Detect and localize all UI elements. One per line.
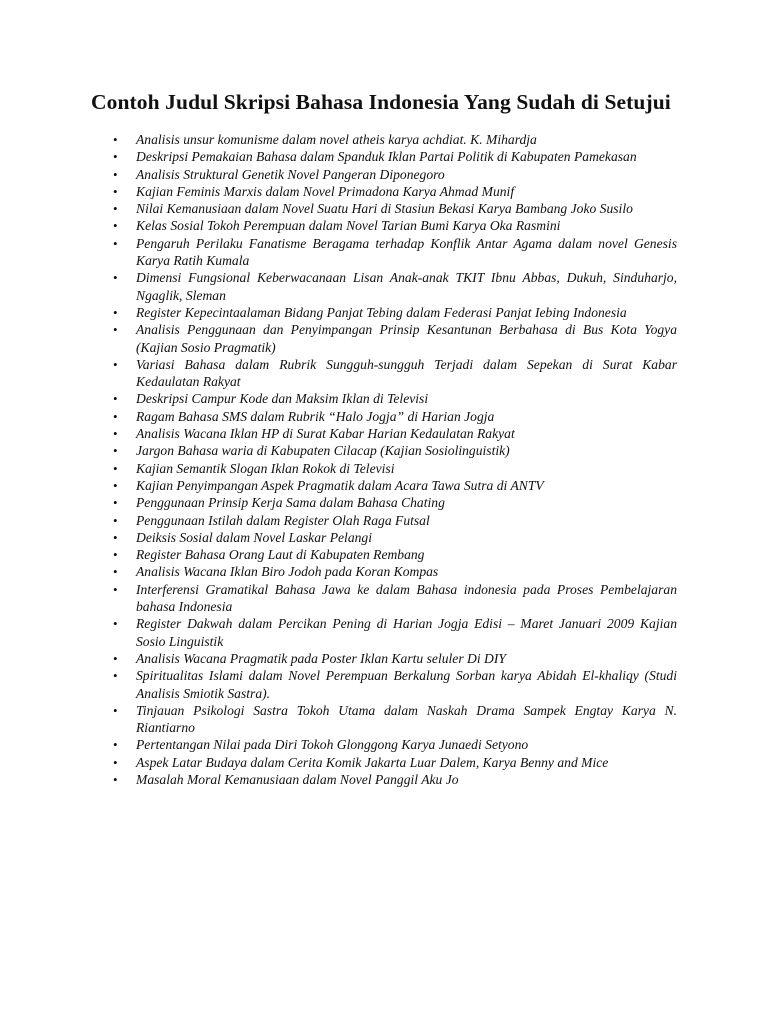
list-item: [91, 529, 677, 546]
bullet-icon: •: [113, 304, 118, 320]
list-item: [91, 131, 677, 148]
list-item-text: Kajian Penyimpangan Aspek Pragmatik dalam Acara Tawa Sutra di ANTV: [136, 477, 544, 493]
bullet-icon: •: [113, 149, 118, 165]
list-item: [91, 736, 677, 753]
bullet-icon: •: [113, 235, 118, 251]
list-item: [91, 702, 677, 737]
list-item-text: Analisis Wacana Iklan Biro Jodoh pada Koran Kompas: [136, 564, 439, 580]
list-item-text: Analisis Wacana Pragmatik pada Poster Iklan Kartu seluler Di DIY: [136, 650, 506, 666]
bullet-icon: •: [113, 564, 118, 580]
document-title: Contoh Judul Skripsi Bahasa Indonesia Yang Sudah di Setujui: [91, 90, 671, 114]
bullet-icon: •: [113, 201, 118, 217]
list-item: [91, 390, 677, 407]
list-item: [91, 615, 677, 650]
list-item: [91, 460, 677, 477]
bullet-icon: •: [113, 512, 118, 528]
document-page: [91, 88, 677, 788]
bullet-icon: •: [113, 443, 118, 459]
list-item-text: Register Bahasa Orang Laut di Kabupaten Rembang: [136, 547, 425, 563]
bullet-icon: •: [113, 529, 118, 545]
bullet-icon: •: [113, 218, 118, 234]
list-item-text: Deiksis Sosial dalam Novel Laskar Pelangi: [136, 529, 372, 545]
bullet-icon: •: [113, 408, 118, 424]
bullet-icon: •: [113, 270, 118, 286]
bullet-icon: •: [113, 702, 118, 718]
list-item: [91, 200, 677, 217]
list-item-text: Variasi Bahasa dalam Rubrik Sungguh-sungguh Terjadi dalam Sepekan di Surat Kabar Kedaulatan Rakyat: [136, 356, 677, 390]
list-item: [91, 477, 677, 494]
bullet-icon: •: [113, 771, 118, 787]
list-item-text: Analisis Wacana Iklan HP di Surat Kabar Harian Kedaulatan Rakyat: [136, 426, 515, 442]
list-item: [91, 754, 677, 771]
bullet-icon: •: [113, 183, 118, 199]
list-item-text: Pertentangan Nilai pada Diri Tokoh Glonggong Karya Junaedi Setyono: [136, 737, 529, 753]
bullet-icon: •: [113, 477, 118, 493]
bullet-icon: •: [113, 754, 118, 770]
list-item: [91, 771, 677, 788]
list-item: [91, 512, 677, 529]
list-item: [91, 667, 677, 702]
list-item-text: Masalah Moral Kemanusiaan dalam Novel Panggil Aku Jo: [136, 771, 459, 787]
list-item: [91, 581, 677, 616]
list-item: [91, 356, 677, 391]
list-item-text: Kelas Sosial Tokoh Perempuan dalam Novel Tarian Bumi Karya Oka Rasmini: [136, 218, 561, 234]
bullet-icon: •: [113, 322, 118, 338]
list-item: [91, 269, 677, 304]
bullet-icon: •: [113, 426, 118, 442]
bullet-icon: •: [113, 581, 118, 597]
bullet-icon: •: [113, 737, 118, 753]
list-item: [91, 546, 677, 563]
list-item: [91, 183, 677, 200]
list-item: [91, 321, 677, 356]
list-item-text: Kajian Feminis Marxis dalam Novel Primadona Karya Ahmad Munif: [136, 183, 515, 199]
list-item-text: Nilai Kemanusiaan dalam Novel Suatu Hari di Stasiun Bekasi Karya Bambang Joko Susilo: [136, 201, 633, 217]
list-item: [91, 235, 677, 270]
list-item-text: Spiritualitas Islami dalam Novel Perempuan Berkalung Sorban karya Abidah El-khaliqy (Studi Analisis Smiotik Sastra).: [136, 668, 677, 701]
bullet-icon: •: [113, 547, 118, 563]
list-item: [91, 563, 677, 580]
list-item-text: Dimensi Fungsional Keberwacanaan Lisan Anak-anak TKIT Ibnu Abbas, Dukuh, Sinduharjo, Ngaglik, Sleman: [136, 270, 677, 303]
list-item-text: Tinjauan Psikologi Sastra Tokoh Utama dalam Naskah Drama Sampek Engtay Karya N. Riantiarno: [136, 702, 677, 736]
bullet-icon: •: [113, 166, 118, 182]
list-item-text: Analisis Struktural Genetik Novel Pangeran Diponegoro: [136, 166, 445, 182]
list-item: [91, 650, 677, 667]
list-item-text: Jargon Bahasa waria di Kabupaten Cilacap (Kajian Sosiolinguistik): [136, 443, 510, 459]
list-item-text: Deskripsi Campur Kode dan Maksim Iklan di Televisi: [136, 391, 429, 407]
list-item: [91, 425, 677, 442]
bullet-icon: •: [113, 616, 118, 632]
list-item-text: Register Dakwah dalam Percikan Pening di Harian Jogja Edisi – Maret Januari 2009 Kajian Sosio Linguistik: [136, 616, 677, 649]
list-item: [91, 442, 677, 459]
bullet-icon: •: [113, 668, 118, 684]
list-item-text: Analisis Penggunaan dan Penyimpangan Prinsip Kesantunan Berbahasa di Bus Kota Yogya (Kajian Sosio Pragmatik): [136, 322, 677, 355]
list-item-text: Register Kepecintaalaman Bidang Panjat Tebing dalam Federasi Panjat Iebing Indonesia: [136, 304, 627, 320]
list-item-text: Penggunaan Istilah dalam Register Olah Raga Futsal: [136, 512, 430, 528]
thesis-title-list: [91, 131, 677, 788]
list-item-text: Aspek Latar Budaya dalam Cerita Komik Jakarta Luar Dalem, Karya Benny and Mice: [136, 754, 609, 770]
bullet-icon: •: [113, 460, 118, 476]
bullet-icon: •: [113, 650, 118, 666]
list-item: [91, 304, 677, 321]
list-item-text: Interferensi Gramatikal Bahasa Jawa ke dalam Bahasa indonesia pada Proses Pembelajaran bahasa Indonesia: [136, 581, 677, 615]
list-item-text: Analisis unsur komunisme dalam novel atheis karya achdiat. K. Mihardja: [136, 132, 537, 147]
list-item: [91, 148, 677, 165]
list-item: [91, 217, 677, 234]
list-item-text: Kajian Semantik Slogan Iklan Rokok di Televisi: [136, 460, 395, 476]
list-item-text: Pengaruh Perilaku Fanatisme Beragama terhadap Konflik Antar Agama dalam novel Genesis Karya Ratih Kumala: [136, 235, 677, 269]
bullet-icon: •: [113, 391, 118, 407]
list-item: [91, 494, 677, 511]
list-item-text: Deskripsi Pemakaian Bahasa dalam Spanduk Iklan Partai Politik di Kabupaten Pamekasan: [136, 149, 637, 165]
list-item: [91, 166, 677, 183]
bullet-icon: •: [113, 132, 118, 147]
list-item: [91, 408, 677, 425]
list-item-text: Penggunaan Prinsip Kerja Sama dalam Bahasa Chating: [136, 495, 445, 511]
bullet-icon: •: [113, 356, 118, 372]
bullet-icon: •: [113, 495, 118, 511]
list-item-text: Ragam Bahasa SMS dalam Rubrik “Halo Jogja” di Harian Jogja: [136, 408, 495, 424]
